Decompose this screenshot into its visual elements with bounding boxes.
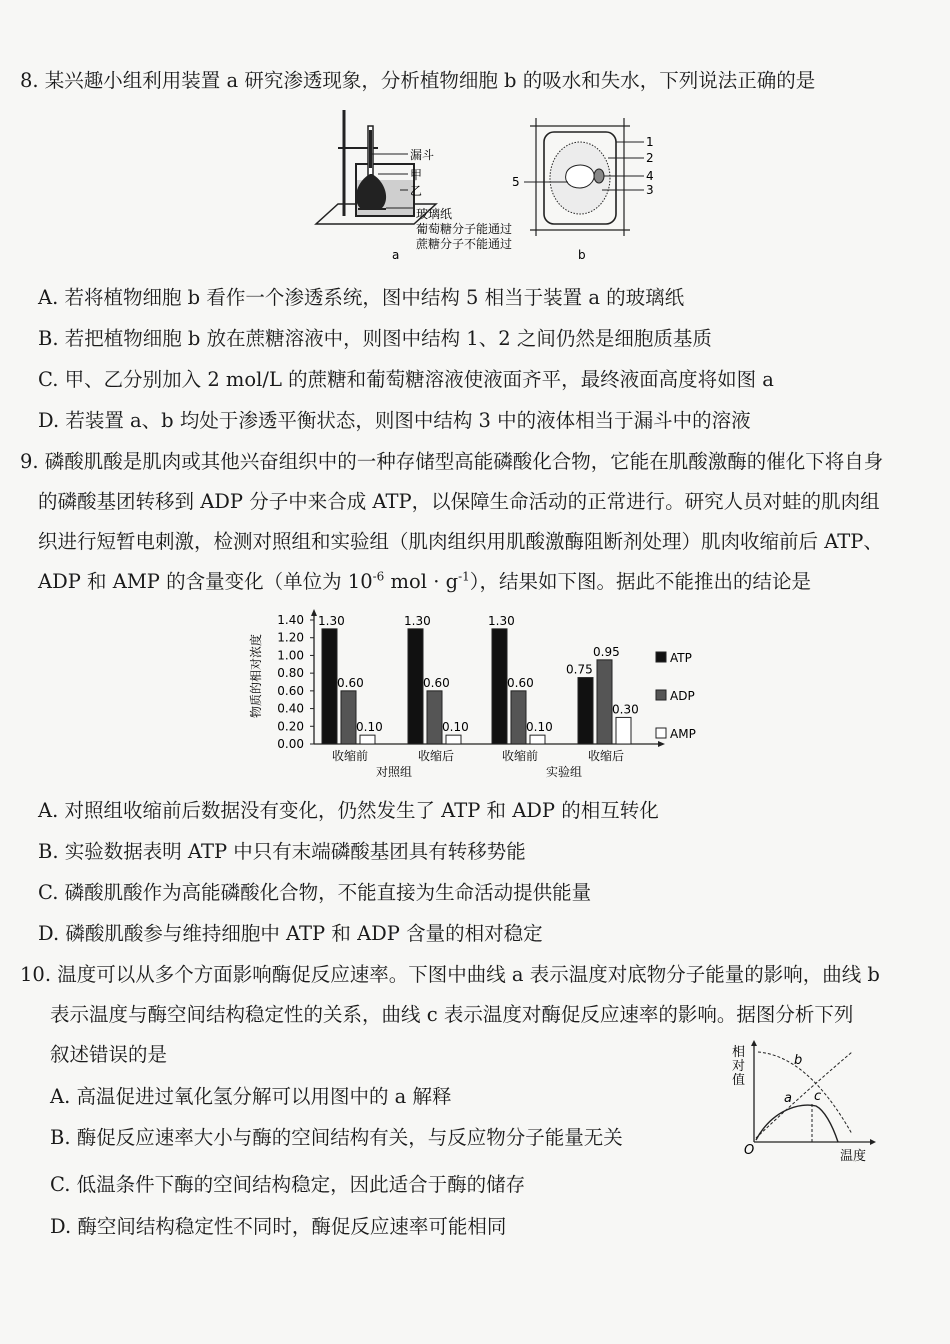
q8-option-c: C. 甲、乙分别加入 2 mol/L 的蔗糖和葡萄糖溶液使液面齐平，最终液面高度将如图 a [38, 368, 774, 391]
q8-option-a: A. 若将植物细胞 b 看作一个渗透系统，图中结构 5 相当于装置 a 的玻璃纸 [38, 286, 685, 309]
q8-option-b: B. 若把植物细胞 b 放在蔗糖溶液中，则图中结构 1、2 之间仍然是细胞质基质 [38, 327, 712, 350]
y-tick-label: 1.40 [277, 613, 304, 627]
legend-swatch-adp [656, 690, 666, 700]
y-axis-label: 物质的相对浓度 [249, 633, 263, 719]
label-curve-a: a [784, 1091, 792, 1106]
label-4: 4 [646, 169, 654, 183]
bar-atp [408, 629, 423, 744]
data-label: 0.10 [442, 720, 469, 735]
caption-a: a [392, 248, 400, 262]
caption-b: b [578, 248, 586, 262]
data-label: 0.95 [593, 644, 620, 659]
data-label: 0.60 [507, 675, 534, 690]
q10-option-a: A. 高温促进过氧化氢分解可以用图中的 a 解释 [50, 1085, 452, 1108]
y-tick-label: 0.60 [277, 683, 304, 698]
q9-stem-4: ADP 和 AMP 的含量变化（单位为 $10^{-6}$ mol · $g^{-1}$），结果如下图。据此不能推出的结论是 [38, 569, 812, 593]
bar-atp [492, 629, 507, 744]
nucleus [594, 169, 604, 183]
bar-adp [427, 691, 442, 744]
vacuole [566, 165, 594, 188]
data-label: 1.30 [318, 613, 345, 628]
y-tick-label: 0.20 [277, 719, 304, 734]
temperature-curve-chart [728, 1038, 878, 1168]
legend-label-atp: ATP [670, 651, 692, 665]
label-glucose: 葡萄糖分子能通过 [416, 222, 513, 236]
bar-adp [341, 691, 356, 744]
y-tick-label: 1.00 [277, 648, 304, 663]
data-label: 0.10 [526, 720, 553, 735]
data-label: 1.30 [404, 613, 431, 628]
q8-option-d: D. 若装置 a、b 均处于渗透平衡状态，则图中结构 3 中的液体相当于漏斗中的溶液 [38, 409, 751, 432]
origin-label: O [744, 1143, 755, 1158]
ylabel-3: 值 [732, 1073, 746, 1088]
q10-option-b: B. 酶促反应速率大小与酶的空间结构有关，与反应物分子能量无关 [50, 1126, 623, 1149]
q9-option-a: A. 对照组收缩前后数据没有变化，仍然发生了 ATP 和 ADP 的相互转化 [38, 799, 659, 822]
funnel-bulb [356, 174, 386, 208]
bar-adp [511, 691, 526, 744]
y-tick-label: 0.40 [277, 701, 304, 716]
category-label: 收缩前 [331, 749, 369, 763]
q8-stem: 8. 某兴趣小组利用装置 a 研究渗透现象，分析植物细胞 b 的吸水和失水，下列说法正确的是 [20, 69, 816, 92]
q10-stem-3: 叙述错误的是 [50, 1043, 168, 1066]
label-cellophane: 玻璃纸 [416, 207, 453, 221]
q9-option-b: B. 实验数据表明 ATP 中只有末端磷酸基团具有转移势能 [38, 840, 526, 863]
category-label: 收缩后 [417, 749, 455, 763]
q10-option-c: C. 低温条件下酶的空间结构稳定，因此适合于酶的储存 [50, 1173, 526, 1196]
label-jia: 甲 [410, 168, 423, 182]
bar-atp [322, 629, 337, 744]
xlabel: 温度 [840, 1149, 867, 1164]
q9-option-d: D. 磷酸肌酸参与维持细胞中 ATP 和 ADP 含量的相对稳定 [38, 922, 543, 945]
data-label: 0.10 [356, 720, 383, 735]
curve-c [756, 1105, 838, 1142]
label-1: 1 [646, 135, 654, 149]
bar-adp [597, 660, 612, 744]
x-axis-arrow [658, 741, 665, 747]
bar-amp [360, 735, 375, 744]
group-label-control: 对照组 [375, 765, 413, 779]
q10-stem-2: 表示温度与酶空间结构稳定性的关系，曲线 c 表示温度对酶促反应速率的影响。据图分析下列 [50, 1003, 854, 1026]
data-label: 0.60 [423, 675, 450, 690]
y-tick-label: 0.80 [277, 666, 304, 681]
label-5: 5 [512, 175, 520, 189]
bar-amp [446, 735, 461, 744]
q8-figure-b [506, 118, 676, 268]
category-label: 收缩后 [587, 749, 625, 763]
q9-stem-3: 织进行短暂电刺激，检测对照组和实验组（肌肉组织用肌酸激酶阻断剂处理）肌肉收缩前后 ATP、 [38, 530, 883, 553]
q9-stem-2: 的磷酸基团转移到 ADP 分子中来合成 ATP，以保障生命活动的正常进行。研究人员对蛙的肌肉组 [38, 490, 880, 513]
legend-swatch-atp [656, 652, 666, 662]
label-3: 3 [646, 183, 654, 197]
q9-option-c: C. 磷酸肌酸作为高能磷酸化合物，不能直接为生命活动提供能量 [38, 881, 592, 904]
q10-stem-1: 10. 温度可以从多个方面影响酶促反应速率。下图中曲线 a 表示温度对底物分子能量的影响，曲线 b [20, 963, 880, 986]
atp-bar-chart [246, 608, 716, 788]
legend-label-adp: ADP [670, 689, 695, 703]
curve-a [756, 1052, 852, 1138]
bar-amp [530, 735, 545, 744]
label-sucrose: 蔗糖分子不能通过 [416, 237, 513, 251]
ylabel-1: 相 [732, 1045, 746, 1060]
category-label: 收缩前 [501, 749, 539, 763]
y-axis-arrow [311, 609, 317, 616]
data-label: 0.30 [612, 702, 639, 717]
label-2: 2 [646, 151, 654, 165]
q9-stem-1: 9. 磷酸肌酸是肌肉或其他兴奋组织中的一种存储型高能磷酸化合物，它能在肌酸激酶的催化下将自身 [20, 450, 884, 473]
ylabel-2: 对 [732, 1059, 746, 1074]
data-label: 1.30 [488, 613, 515, 628]
y-tick-label: 1.20 [277, 630, 304, 645]
legend-swatch-amp [656, 728, 666, 738]
bar-amp [616, 717, 631, 744]
label-curve-c: c [814, 1089, 822, 1104]
y-tick-label: 0.00 [277, 737, 304, 751]
data-label: 0.60 [337, 675, 364, 690]
label-curve-b: b [794, 1053, 803, 1068]
bar-atp [578, 678, 593, 744]
q10-option-d: D. 酶空间结构稳定性不同时，酶促反应速率可能相同 [50, 1215, 507, 1238]
data-label: 0.75 [566, 662, 593, 677]
label-yi: 乙 [410, 184, 423, 198]
group-label-experiment: 实验组 [545, 765, 583, 779]
label-funnel: 漏斗 [410, 148, 435, 162]
legend-label-amp: AMP [670, 727, 696, 741]
